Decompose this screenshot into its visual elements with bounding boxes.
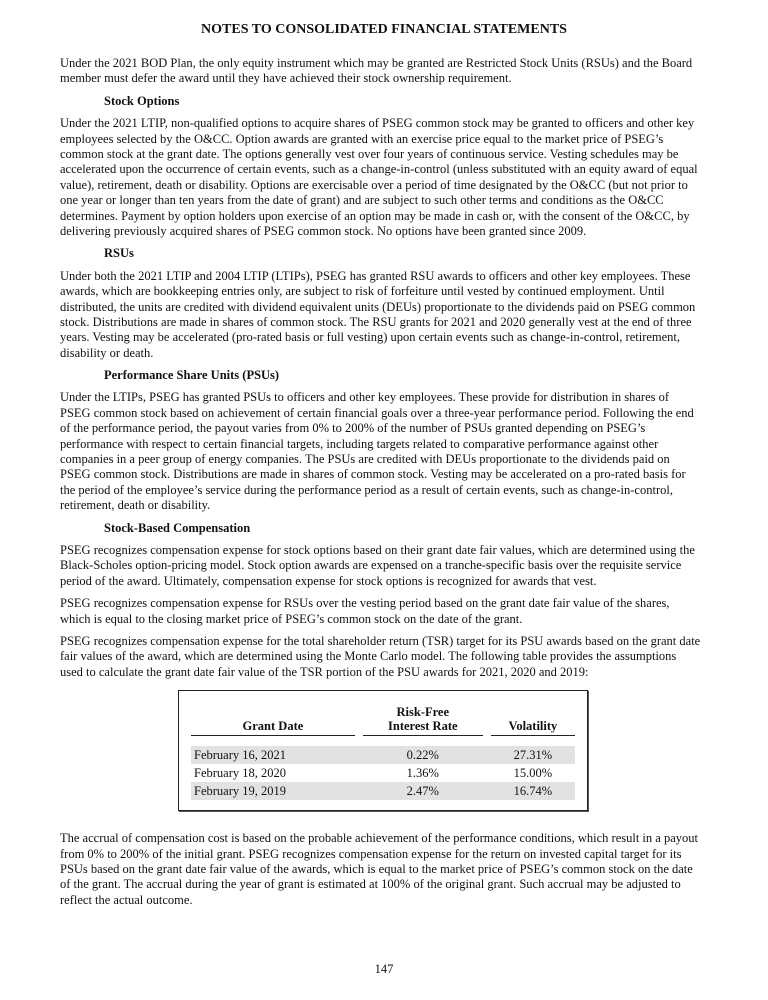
column-header — [363, 705, 483, 736]
paragraph — [60, 596, 720, 627]
column-header-line: Interest Rate — [388, 719, 458, 734]
text-line: awards, which are bookkeeping entries only, are subject to risk of forfeiture until vested by continued employment. Until — [60, 284, 665, 299]
column-header-line: Grant Date — [242, 719, 304, 734]
text-line: PSEG recognizes compensation expense for stock options based on their grant date fair values, which are determined using the — [60, 543, 695, 557]
paragraph — [60, 116, 720, 239]
section-heading: Stock-Based Compensation — [104, 520, 251, 535]
text-line: common stock at the grant date. The options generally vest over four years of continuous service. Vesting schedules may be — [60, 146, 679, 161]
column-header — [191, 705, 355, 736]
text-line: delivering previously acquired shares of PSEG common stock. No options have been granted since 2009. — [60, 223, 587, 238]
section-heading: Stock Options — [104, 93, 180, 108]
text-line: PSUs based on the grant date fair value of the awards, which is equal to the market price of PSEG’s common stock on the date — [60, 861, 693, 876]
paragraph — [60, 634, 720, 680]
text-line: stock. Distributions are made in shares of common stock. The RSU grants for 2021 and 2020 generally vest at the end of three — [60, 314, 692, 329]
text-line: companies in a peer group of energy companies. The PSUs are credited with DEUs proportionate to the dividends paid on — [60, 452, 670, 467]
text-line: Under both the 2021 LTIP and 2004 LTIP (LTIPs), PSEG has granted RSU awards to officers and other key employees. These — [60, 268, 691, 283]
text-line: of the grant. The accrual during the year of grant is estimated at 100% of the original grant. Such accrual may be adjusted to — [60, 877, 681, 892]
text-line: PSEG recognizes compensation expense for the total shareholder return (TSR) target for its PSU awards based on the grant date — [60, 633, 701, 648]
document-body — [60, 56, 720, 915]
text-line: the period of the employee’s service during the performance period as a result of certain events, such as change-in-control, — [60, 482, 673, 497]
text-line: Under the LTIPs, PSEG has granted PSUs to officers and other key employees. These provide for distribution in shares of — [60, 390, 670, 405]
text-line: Black-Scholes option-pricing model. Stock option awards are expensed on a tranche-specific basis over the requisite service — [60, 558, 682, 573]
paragraph — [60, 56, 720, 87]
text-line: used to calculate the grant date fair value of the TSR portion of the PSU awards for 2021, 2020 and 2019: — [60, 664, 589, 679]
text-line: period of the award. Ultimately, compensation expense for stock options is recognized for awards that vest. — [60, 573, 597, 588]
column-header-line: Risk-Free — [396, 705, 450, 720]
column-gap — [355, 782, 363, 800]
text-line: performance with respect to certain financial targets, including targets related to comparative performance against other — [60, 436, 659, 451]
spacer-row — [191, 736, 575, 746]
text-line: accelerated upon the occurrence of certain events, such as a change-in-control (unless substituted with an equity award of equal — [60, 162, 698, 177]
column-gap — [355, 705, 363, 736]
assumptions-table — [191, 705, 575, 800]
text-line: member must defer the award until they have achieved their stock ownership requirement. — [60, 71, 512, 86]
text-line: employees selected by the O&CC. Option awards are granted with an exercise price equal to the market price of PSEG’s — [60, 131, 664, 146]
table-cell: 15.00% — [513, 765, 553, 780]
column-gap — [483, 705, 491, 736]
page-number: 147 — [374, 962, 394, 976]
paragraph — [60, 269, 720, 361]
text-line: retirement, death or disability. — [60, 498, 211, 513]
table-cell: February 16, 2021 — [191, 746, 355, 764]
text-line: which is equal to the closing market price of PSEG’s common stock on the date of the grant. — [60, 611, 523, 626]
column-header — [491, 705, 575, 736]
paragraph — [60, 831, 720, 908]
column-gap — [483, 746, 491, 764]
table-cell: February 18, 2020 — [194, 765, 286, 780]
page-title: NOTES TO CONSOLIDATED FINANCIAL STATEMENTS — [201, 22, 567, 37]
text-line: years. Vesting may be accelerated (pro-rated basis or full vesting) upon certain events such as change-in-control, retirement, — [60, 330, 681, 345]
text-line: from 0% to 200% of the initial grant. PSEG recognizes compensation expense for the return on invested capital target for its — [60, 846, 682, 861]
column-gap — [483, 764, 491, 782]
text-line: The accrual of compensation cost is based on the probable achievement of the performance conditions, which result in a payout — [60, 831, 698, 846]
table-cell: 27.31% — [491, 746, 575, 764]
text-line: fair values of the award, which are determined using the Monte Carlo model. The following table provides the assumptions — [60, 649, 677, 664]
paragraph — [60, 543, 720, 589]
text-line: one year or longer than ten years from the date of grant) and are subject to such other terms and conditions as the O&CC — [60, 193, 664, 208]
table-cell: 1.36% — [406, 765, 439, 780]
column-gap — [483, 782, 491, 800]
text-line: PSEG common stock based on achievement of certain financial goals over a three-year performance period. Following the end — [60, 405, 694, 420]
section-heading: RSUs — [104, 246, 134, 261]
table-row — [191, 764, 575, 782]
table-cell: 2.47% — [363, 782, 483, 800]
text-line: determines. Payment by option holders upon exercise of an option may be made in cash or, with the consent of the O&CC, by — [60, 208, 690, 223]
text-line: reflect the actual outcome. — [60, 892, 193, 907]
text-line: PSEG recognizes compensation expense for RSUs over the vesting period based on the grant date fair value of the shares, — [60, 596, 670, 611]
column-gap — [355, 746, 363, 764]
text-line: of the performance period, the payout varies from 0% to 200% of the number of PSUs granted depending on PSEG’s — [60, 421, 646, 436]
text-line: Under the 2021 BOD Plan, the only equity instrument which may be granted are Restricted Stock Units (RSUs) and the Board — [60, 56, 693, 70]
section-heading: Performance Share Units (PSUs) — [104, 368, 280, 383]
table-cell: 0.22% — [363, 746, 483, 764]
table-header-row — [191, 705, 575, 736]
table-row — [191, 782, 575, 800]
column-gap — [355, 764, 363, 782]
table-row — [191, 746, 575, 764]
column-header-line: Volatility — [508, 719, 558, 734]
text-line: distributed, the units are credited with dividend equivalent units (DEUs) proportionate to the dividends paid on PSEG common — [60, 299, 696, 314]
table-cell: 16.74% — [491, 782, 575, 800]
paragraph — [60, 390, 720, 513]
assumptions-table-box — [178, 690, 588, 811]
text-line: Under the 2021 LTIP, non-qualified options to acquire shares of PSEG common stock may be granted to officers and other key — [60, 116, 695, 131]
text-line: value), retirement, death or disability. Options are exercisable over a period of time designated by the O&CC (but not prior to — [60, 177, 688, 192]
text-line: disability or death. — [60, 345, 154, 360]
text-line: PSEG common stock. Distributions are made in shares of common stock. Vesting may be accelerated on a pro-rated basis for — [60, 467, 686, 482]
table-cell: February 19, 2019 — [191, 782, 355, 800]
